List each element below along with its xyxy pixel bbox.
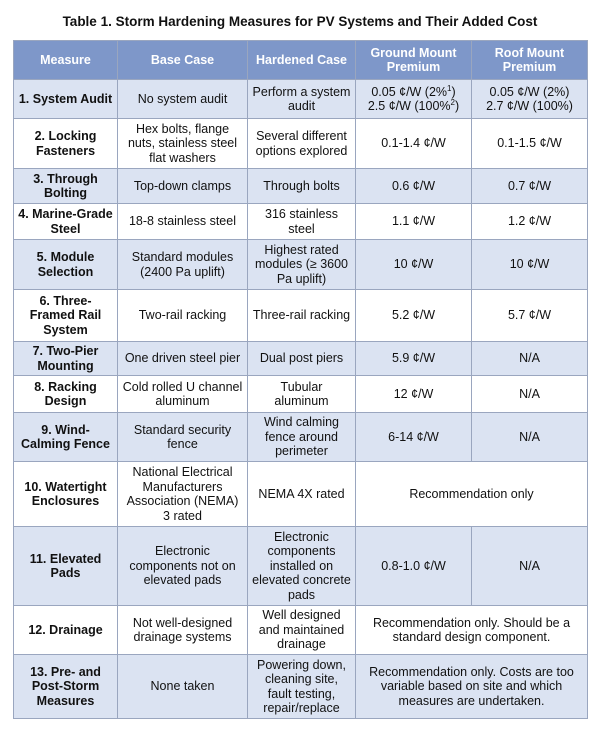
ground-mount-cell: 6-14 ¢/W bbox=[356, 413, 472, 462]
roof-audit-line2: 2.7 ¢/W (100%) bbox=[486, 99, 573, 113]
hardened-case-cell: Perform a system audit bbox=[248, 80, 356, 119]
hardened-case-cell: Wind calming fence around perimeter bbox=[248, 413, 356, 462]
ground-audit-line2: 2.5 ¢/W (100% bbox=[367, 99, 451, 113]
ground-mount-cell: 12 ¢/W bbox=[356, 376, 472, 413]
roof-mount-cell: N/A bbox=[472, 342, 588, 376]
hardened-case-cell: NEMA 4X rated bbox=[248, 462, 356, 527]
hardened-case-cell: Three-rail racking bbox=[248, 290, 356, 342]
roof-mount-cell: 0.1-1.5 ¢/W bbox=[472, 119, 588, 169]
measure-cell: 4. Marine-Grade Steel bbox=[14, 204, 118, 240]
table-row bbox=[14, 413, 588, 462]
table-row bbox=[14, 462, 588, 527]
measure-cell: 7. Two-Pier Mounting bbox=[14, 342, 118, 376]
hardened-case-cell: Electronic components installed on elevated concrete pads bbox=[248, 527, 356, 606]
header-measure: Measure bbox=[14, 41, 118, 80]
hardened-case-cell: Powering down, cleaning site, fault testing, repair/replace bbox=[248, 655, 356, 719]
base-case-cell: One driven steel pier bbox=[118, 342, 248, 376]
hardened-case-cell: Tubular aluminum bbox=[248, 376, 356, 413]
ground-mount-cell: 1.1 ¢/W bbox=[356, 204, 472, 240]
table-row bbox=[14, 204, 588, 240]
table-row bbox=[14, 290, 588, 342]
base-case-cell: Top-down clamps bbox=[118, 169, 248, 204]
roof-mount-cell: 10 ¢/W bbox=[472, 240, 588, 290]
table-row bbox=[14, 606, 588, 655]
base-case-cell: Two-rail racking bbox=[118, 290, 248, 342]
header-roof-mount-premium: Roof Mount Premium bbox=[472, 41, 588, 80]
roof-mount-cell: N/A bbox=[472, 413, 588, 462]
ground-audit-close1: ) bbox=[451, 84, 456, 99]
measure-cell: 2. Locking Fasteners bbox=[14, 119, 118, 169]
base-case-cell: Standard modules (2400 Pa uplift) bbox=[118, 240, 248, 290]
measure-cell: 8. Racking Design bbox=[14, 376, 118, 413]
measure-cell: 10. Watertight Enclosures bbox=[14, 462, 118, 527]
table-title: Table 1. Storm Hardening Measures for PV Systems and Their Added Cost bbox=[62, 14, 538, 29]
ground-mount-cell: 5.2 ¢/W bbox=[356, 290, 472, 342]
hardened-case-cell: Through bolts bbox=[248, 169, 356, 204]
header-row bbox=[14, 41, 588, 80]
ground-mount-cell: 10 ¢/W bbox=[356, 240, 472, 290]
base-case-cell: Electronic components not on elevated pads bbox=[118, 527, 248, 606]
ground-mount-cell: 0.8-1.0 ¢/W bbox=[356, 527, 472, 606]
hardened-case-cell: Well designed and maintained drainage bbox=[248, 606, 356, 655]
base-case-cell: No system audit bbox=[118, 80, 248, 119]
header-ground-mount-premium: Ground Mount Premium bbox=[356, 41, 472, 80]
table-row bbox=[14, 80, 588, 119]
roof-mount-cell: 1.2 ¢/W bbox=[472, 204, 588, 240]
measure-cell: 9. Wind-Calming Fence bbox=[14, 413, 118, 462]
hardened-case-cell: Dual post piers bbox=[248, 342, 356, 376]
table-row bbox=[14, 169, 588, 204]
roof-mount-cell: 5.7 ¢/W bbox=[472, 290, 588, 342]
footnote-2: 2 bbox=[450, 97, 455, 107]
measure-cell: 3. Through Bolting bbox=[14, 169, 118, 204]
measure-cell: 13. Pre- and Post-Storm Measures bbox=[14, 655, 118, 719]
roof-audit-line1: 0.05 ¢/W (2%) bbox=[489, 84, 570, 99]
measure-cell: 1. System Audit bbox=[14, 80, 118, 119]
roof-mount-cell bbox=[472, 80, 588, 119]
roof-mount-cell: 0.7 ¢/W bbox=[472, 169, 588, 204]
measure-cell: 12. Drainage bbox=[14, 606, 118, 655]
measure-cell: 6. Three-Framed Rail System bbox=[14, 290, 118, 342]
base-case-cell: 18-8 stainless steel bbox=[118, 204, 248, 240]
measure-cell: 11. Elevated Pads bbox=[14, 527, 118, 606]
storm-hardening-table bbox=[13, 40, 588, 719]
base-case-cell: Standard security fence bbox=[118, 413, 248, 462]
ground-mount-cell: 0.6 ¢/W bbox=[356, 169, 472, 204]
premium-merged-cell: Recommendation only. Costs are too variable based on site and which measures are undertaken. bbox=[356, 655, 588, 719]
table-row bbox=[14, 527, 588, 606]
roof-mount-cell: N/A bbox=[472, 376, 588, 413]
base-case-cell: None taken bbox=[118, 655, 248, 719]
hardened-case-cell: 316 stainless steel bbox=[248, 204, 356, 240]
footnote-1: 1 bbox=[447, 83, 452, 93]
base-case-cell: Hex bolts, flange nuts, stainless steel flat washers bbox=[118, 119, 248, 169]
ground-mount-cell bbox=[356, 80, 472, 119]
premium-merged-cell: Recommendation only. Should be a standard design component. bbox=[356, 606, 588, 655]
table-row bbox=[14, 376, 588, 413]
roof-mount-cell: N/A bbox=[472, 527, 588, 606]
ground-audit-close2: ) bbox=[454, 99, 460, 113]
measure-cell: 5. Module Selection bbox=[14, 240, 118, 290]
header-base-case: Base Case bbox=[118, 41, 248, 80]
base-case-cell: Cold rolled U channel aluminum bbox=[118, 376, 248, 413]
hardened-case-cell: Highest rated modules (≥ 3600 Pa uplift) bbox=[248, 240, 356, 290]
table-row bbox=[14, 119, 588, 169]
ground-mount-cell: 0.1-1.4 ¢/W bbox=[356, 119, 472, 169]
base-case-cell: Not well-designed drainage systems bbox=[118, 606, 248, 655]
table-row bbox=[14, 342, 588, 376]
premium-merged-cell: Recommendation only bbox=[356, 462, 588, 527]
base-case-cell: National Electrical Manufacturers Association (NEMA) 3 rated bbox=[118, 462, 248, 527]
ground-audit-line1: 0.05 ¢/W (2% bbox=[371, 84, 448, 99]
ground-mount-cell: 5.9 ¢/W bbox=[356, 342, 472, 376]
hardened-case-cell: Several different options explored bbox=[248, 119, 356, 169]
table-row bbox=[14, 240, 588, 290]
header-hardened-case: Hardened Case bbox=[248, 41, 356, 80]
table-row bbox=[14, 655, 588, 719]
